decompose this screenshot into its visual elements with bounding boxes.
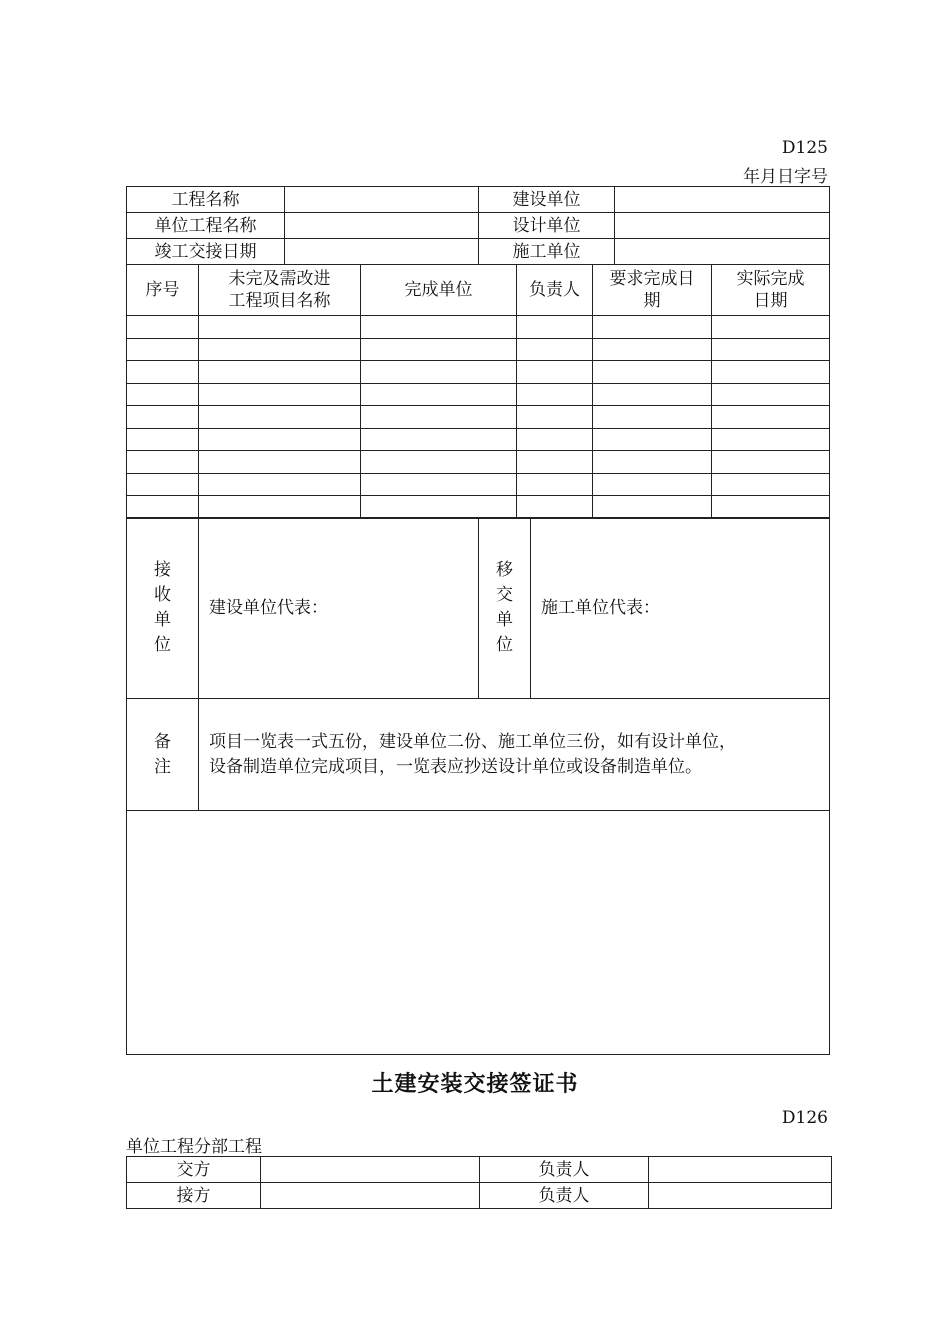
item-cell[interactable] — [127, 406, 199, 429]
item-cell[interactable] — [517, 406, 593, 429]
items-header-row — [127, 265, 830, 316]
item-cell[interactable] — [199, 338, 361, 361]
item-cell[interactable] — [517, 338, 593, 361]
field-giver[interactable] — [261, 1157, 480, 1183]
item-cell[interactable] — [127, 496, 199, 519]
item-cell[interactable] — [593, 496, 712, 519]
handover-label — [479, 518, 531, 699]
item-cell[interactable] — [127, 428, 199, 451]
col-item-name — [199, 265, 361, 316]
item-cell[interactable] — [199, 496, 361, 519]
item-row — [127, 428, 830, 451]
field-giver-person[interactable] — [649, 1157, 832, 1183]
item-cell[interactable] — [517, 383, 593, 406]
label-unit-project-name: 单位工程名称 — [127, 213, 285, 239]
receiver-label — [127, 518, 199, 699]
handover-char: 交 — [496, 585, 513, 605]
col-actual-date-text: 实际完成日期 — [736, 269, 805, 311]
label-giver: 交方 — [127, 1157, 261, 1183]
field-handover-date[interactable] — [285, 239, 479, 265]
blank-area-row — [127, 811, 830, 1055]
item-cell[interactable] — [712, 473, 830, 496]
item-cell[interactable] — [593, 316, 712, 339]
item-cell[interactable] — [361, 406, 517, 429]
receiver-label-text — [153, 558, 173, 658]
item-cell[interactable] — [712, 496, 830, 519]
item-row — [127, 496, 830, 519]
item-row — [127, 338, 830, 361]
item-rows — [127, 316, 830, 519]
item-cell[interactable] — [199, 361, 361, 384]
label-construction-unit: 建设单位 — [479, 187, 615, 213]
handover-signoff-table — [126, 1156, 832, 1209]
form-code: D125 — [781, 138, 828, 158]
label-handover-date: 竣工交接日期 — [127, 239, 285, 265]
label-giver-person: 负责人 — [480, 1157, 649, 1183]
remarks-content — [199, 699, 830, 811]
blank-area[interactable] — [127, 811, 830, 1055]
col-required-date-text: 要求完成日期 — [609, 269, 695, 311]
item-cell[interactable] — [127, 361, 199, 384]
receiver-char: 收 — [154, 585, 171, 605]
item-cell[interactable] — [593, 338, 712, 361]
receiver-char: 位 — [154, 635, 171, 655]
form2-title: 土建安装交接签证书 — [371, 1072, 579, 1097]
item-cell[interactable] — [199, 428, 361, 451]
item-cell[interactable] — [712, 383, 830, 406]
handover-label-text — [495, 558, 515, 658]
label-design-unit: 设计单位 — [479, 213, 615, 239]
col-person: 负责人 — [517, 265, 593, 316]
item-cell[interactable] — [712, 406, 830, 429]
handover-char: 移 — [496, 560, 513, 580]
item-cell[interactable] — [127, 316, 199, 339]
item-cell[interactable] — [127, 451, 199, 474]
signoff-row-receiver — [127, 1183, 832, 1209]
item-cell[interactable] — [593, 451, 712, 474]
items-table — [126, 264, 830, 519]
item-cell[interactable] — [517, 473, 593, 496]
remarks-label — [127, 699, 199, 811]
item-cell[interactable] — [517, 451, 593, 474]
form2-subtitle: 单位工程分部工程 — [126, 1137, 262, 1157]
item-cell[interactable] — [361, 361, 517, 384]
info-row-handover-date — [127, 239, 830, 265]
col-seq: 序号 — [127, 265, 199, 316]
receiver-char: 单 — [154, 610, 171, 630]
receiver-representative[interactable]: 建设单位代表： — [199, 518, 479, 699]
item-row — [127, 473, 830, 496]
info-row-unit-project — [127, 213, 830, 239]
date-number-line: 年月日字号 — [743, 167, 828, 187]
item-cell[interactable] — [361, 496, 517, 519]
item-cell[interactable] — [712, 316, 830, 339]
item-row — [127, 383, 830, 406]
label-receiver: 接方 — [127, 1183, 261, 1209]
item-cell[interactable] — [127, 473, 199, 496]
field-receiver[interactable] — [261, 1183, 480, 1209]
field-receiver-person[interactable] — [649, 1183, 832, 1209]
item-cell[interactable] — [712, 361, 830, 384]
remarks-char: 备 — [154, 731, 171, 752]
remarks-row — [127, 699, 830, 811]
field-unit-project-name[interactable] — [285, 213, 479, 239]
item-cell[interactable] — [361, 383, 517, 406]
field-project-name[interactable] — [285, 187, 479, 213]
remarks-char: 注 — [154, 756, 171, 777]
info-row-project-name — [127, 187, 830, 213]
remarks-line-1: 项目一览表一式五份，建设单位二份、施工单位三份，如有设计单位， — [209, 731, 736, 752]
item-cell[interactable] — [361, 316, 517, 339]
item-cell[interactable] — [593, 383, 712, 406]
field-design-unit[interactable] — [615, 213, 830, 239]
item-cell[interactable] — [593, 473, 712, 496]
form2-code: D126 — [781, 1108, 828, 1128]
item-cell[interactable] — [517, 316, 593, 339]
item-cell[interactable] — [593, 361, 712, 384]
item-cell[interactable] — [127, 383, 199, 406]
item-cell[interactable] — [199, 383, 361, 406]
item-cell[interactable] — [517, 428, 593, 451]
label-project-name: 工程名称 — [127, 187, 285, 213]
item-cell[interactable] — [199, 406, 361, 429]
handover-char: 单 — [496, 610, 513, 630]
item-cell[interactable] — [517, 361, 593, 384]
col-actual-date — [712, 265, 830, 316]
handover-representative[interactable]: 施工单位代表： — [531, 518, 830, 699]
item-row — [127, 451, 830, 474]
remarks-table — [126, 698, 830, 1055]
item-cell[interactable] — [712, 338, 830, 361]
label-receiver-person: 负责人 — [480, 1183, 649, 1209]
col-completion-unit: 完成单位 — [361, 265, 517, 316]
receiver-char: 接 — [154, 560, 171, 580]
item-cell[interactable] — [361, 451, 517, 474]
item-row — [127, 406, 830, 429]
signoff-row-giver — [127, 1157, 832, 1183]
item-cell[interactable] — [199, 451, 361, 474]
item-cell[interactable] — [593, 406, 712, 429]
item-cell[interactable] — [361, 338, 517, 361]
col-required-date — [593, 265, 712, 316]
signatures-table — [126, 517, 830, 699]
handover-char: 位 — [496, 635, 513, 655]
col-item-name-text: 未完及需改进工程项目名称 — [228, 269, 331, 311]
field-contractor[interactable] — [615, 239, 830, 265]
item-row — [127, 361, 830, 384]
field-construction-unit[interactable] — [615, 187, 830, 213]
signature-row — [127, 518, 830, 699]
project-info-table — [126, 186, 830, 265]
item-cell[interactable] — [199, 316, 361, 339]
item-cell[interactable] — [127, 338, 199, 361]
item-cell[interactable] — [712, 451, 830, 474]
label-contractor: 施工单位 — [479, 239, 615, 265]
item-cell[interactable] — [593, 428, 712, 451]
remarks-line-2: 设备制造单位完成项目，一览表应抄送设计单位或设备制造单位。 — [209, 756, 702, 777]
item-cell[interactable] — [199, 473, 361, 496]
item-cell[interactable] — [361, 473, 517, 496]
item-cell[interactable] — [517, 496, 593, 519]
item-cell[interactable] — [361, 428, 517, 451]
item-row — [127, 316, 830, 339]
remarks-label-text — [153, 730, 173, 780]
item-cell[interactable] — [712, 428, 830, 451]
